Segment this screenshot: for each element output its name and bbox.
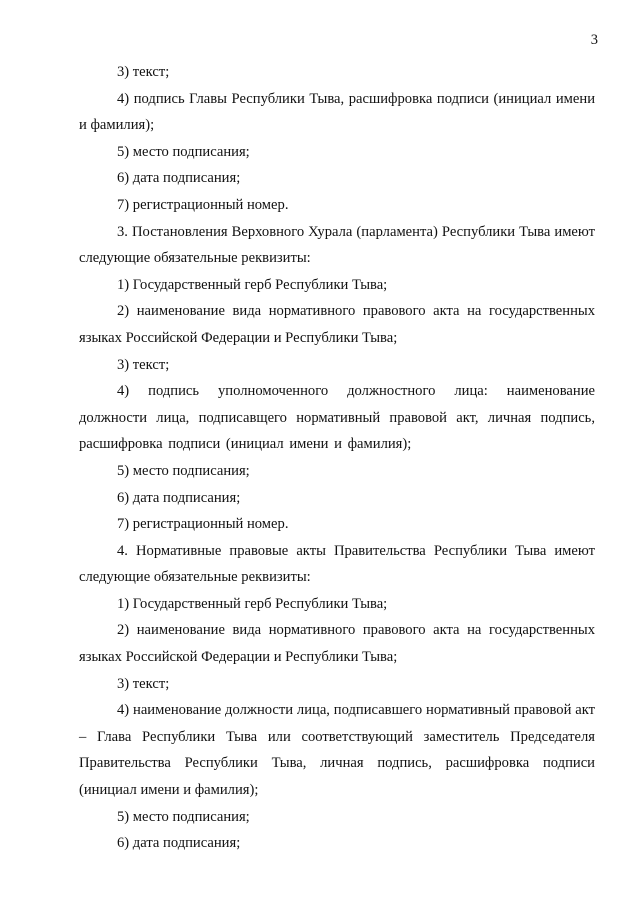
paragraph-official-signature: 4) подпись уполномоченного должностного лица: наименование должности лица, подписавщего нормативный правовой акт, личная подпись, расшифровка подписи (инициал имени и фамилия); [79,383,595,453]
paragraph-government-signature: 4) наименование должности лица, подписавшего нормативный правовой акт – Глава Республики Тыва или соответствующий заместитель Председателя Правительства Республики Тыва, личная подпись, расшифровка подписи (инициал имени и фамилия); [79,702,595,799]
paragraph-text-3: 3) текст; [117,64,170,80]
paragraph-signature-head: 4) подпись Главы Республики Тыва, расшифровка подписи (инициал имени и фамилия); [79,90,595,134]
paragraph-section-3: 3. Постановления Верховного Хурала (парламента) Республики Тыва имеют следующие обязательные реквизиты: [79,223,595,267]
paragraph-place-of-signing: 5) место подписания; [117,143,250,160]
paragraph-registration-number: 7) регистрационный номер. [117,196,289,213]
paragraph-registration-number: 7) регистрационный номер. [117,516,289,533]
page-number: 3 [590,32,598,48]
paragraph-date-of-signing: 6) дата подписания; [117,489,241,506]
paragraph-place-of-signing: 5) место подписания; [117,462,250,479]
paragraph-coat-of-arms: 1) Государственный герб Республики Тыва; [117,595,388,612]
paragraph-place-of-signing: 5) место подписания; [117,808,250,825]
paragraph-act-type-name: 2) наименование вида нормативного правового акта на государственных языках Российской Федерации и Республики Тыва; [79,303,595,346]
paragraph-section-4: 4. Нормативные правовые акты Правительства Республики Тыва имеют следующие обязательные реквизиты: [79,542,595,586]
paragraph-coat-of-arms: 1) Государственный герб Республики Тыва; [117,276,388,293]
paragraph-date-of-signing: 6) дата подписания; [117,835,241,852]
document-body [79,59,595,857]
paragraph-text: 3) текст; [117,675,170,692]
paragraph-date-of-signing: 6) дата подписания; [117,170,241,187]
paragraph-text: 3) текст; [117,356,170,373]
paragraph-act-type-name: 2) наименование вида нормативного правового акта на государственных языках Российской Федерации и Республики Тыва; [79,622,595,666]
